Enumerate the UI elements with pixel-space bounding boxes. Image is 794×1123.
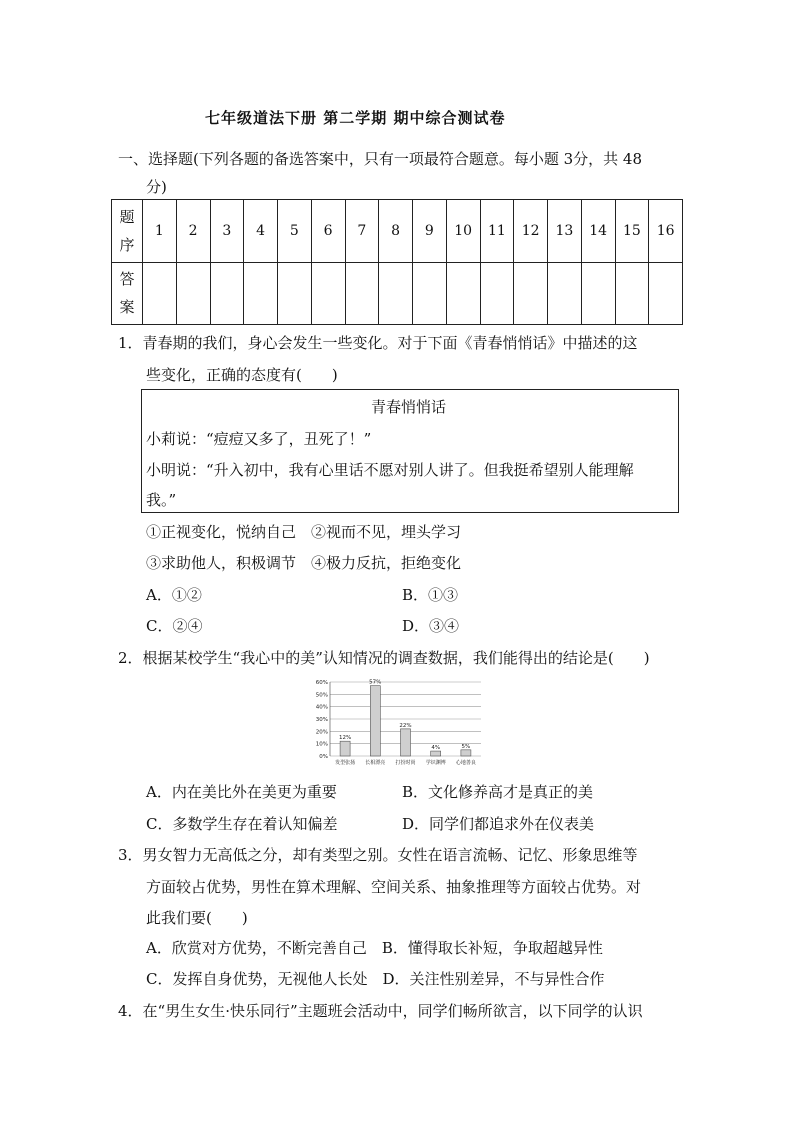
answer-cell[interactable]: [244, 262, 278, 325]
question-number-cell: 10: [446, 200, 480, 263]
q3-options-cd[interactable]: C．发挥自身优势，无视他人长处 D．关注性别差异，不与异性合作: [146, 970, 605, 988]
answer-table: [111, 199, 683, 325]
question-number-cell: 12: [514, 200, 548, 263]
answer-cell[interactable]: [480, 262, 514, 325]
answer-cell[interactable]: [446, 262, 480, 325]
answer-cell[interactable]: [311, 262, 345, 325]
x-category-label: 长相漂亮: [365, 760, 386, 766]
x-category-label: 打扮时尚: [395, 760, 416, 766]
answer-table-number-row: [112, 200, 683, 263]
q1-option-c[interactable]: C．②④: [146, 617, 203, 635]
question-number-cell: 3: [210, 200, 244, 263]
q2-option-b[interactable]: B．文化修养高才是真正的美: [402, 783, 594, 801]
answer-cell[interactable]: [278, 262, 312, 325]
bar-value-label: 57%: [369, 679, 382, 686]
q2-option-d[interactable]: D．同学们都追求外在仪表美: [402, 815, 595, 833]
y-tick-label: 10%: [315, 741, 328, 748]
q2-stem: 2．根据某校学生“我心中的美”认知情况的调查数据，我们能得出的结论是( ): [118, 649, 650, 667]
quote-line: 我。”: [146, 491, 177, 509]
answer-cell[interactable]: [615, 262, 649, 325]
answer-cell[interactable]: [143, 262, 177, 325]
x-category-label: 学识渊博: [425, 760, 446, 766]
quote-box-title: 青春悄悄话: [371, 398, 447, 416]
q3-options-ab[interactable]: A．欣赏对方优势，不断完善自己 B．懂得取长补短，争取超越异性: [146, 939, 603, 957]
question-number-cell: 13: [548, 200, 582, 263]
answer-cell[interactable]: [345, 262, 379, 325]
answer-row-label: 答 案: [112, 262, 143, 325]
number-row-label: 题 序: [112, 200, 143, 263]
question-number-cell: 5: [278, 200, 312, 263]
bar-value-label: 22%: [399, 722, 412, 729]
section-heading: 一、选择题(下列各题的备选答案中，只有一项最符合题意。每小题 3分，共 48: [118, 150, 643, 168]
q2-option-c[interactable]: C．多数学生存在着认知偏差: [146, 815, 338, 833]
answer-cell[interactable]: [413, 262, 447, 325]
answer-cell[interactable]: [548, 262, 582, 325]
y-tick-label: 50%: [315, 692, 328, 699]
answer-cell[interactable]: [581, 262, 615, 325]
y-tick-label: 60%: [315, 680, 328, 686]
answer-cell[interactable]: [379, 262, 413, 325]
question-number-cell: 6: [311, 200, 345, 263]
q1-option-a[interactable]: A．①②: [146, 586, 202, 604]
q2-option-a[interactable]: A．内在美比外在美更为重要: [146, 783, 337, 801]
bar: [401, 729, 411, 756]
answer-cell[interactable]: [176, 262, 210, 325]
y-tick-label: 20%: [315, 729, 328, 736]
section-heading-cont: 分): [146, 178, 167, 196]
q1-stem: 1．青春期的我们，身心会发生一些变化。对于下面《青春悄悄话》中描述的这: [118, 334, 638, 352]
q3-stem: 3．男女智力无高低之分，却有类型之别。女性在语言流畅、记忆、形象思维等: [118, 846, 638, 864]
question-number-cell: 4: [244, 200, 278, 263]
question-number-cell: 7: [345, 200, 379, 263]
bar-value-label: 12%: [338, 735, 352, 742]
answer-table-answer-row: [112, 262, 683, 325]
q1-statements: ①正视变化，悦纳自己 ②视而不见，埋头学习: [146, 523, 462, 541]
question-number-cell: 11: [480, 200, 514, 263]
y-tick-label: 30%: [315, 717, 328, 723]
question-number-cell: 1: [143, 200, 177, 263]
answer-cell[interactable]: [649, 262, 683, 325]
q1-statements: ③求助他人，积极调节 ④极力反抗，拒绝变化: [146, 554, 462, 572]
bar-value-label: 4%: [431, 745, 441, 752]
q1-stem-cont: 些变化，正确的态度有( ): [146, 366, 338, 384]
q1-option-b[interactable]: B．①③: [402, 586, 459, 604]
q3-stem-cont: 方面较占优势，男性在算术理解、空间关系、抽象推理等方面较占优势。对: [146, 878, 642, 896]
x-category-label: 发型张扬: [335, 760, 356, 766]
question-number-cell: 15: [615, 200, 649, 263]
question-number-cell: 14: [581, 200, 615, 263]
question-number-cell: 8: [379, 200, 413, 263]
bar: [431, 751, 441, 756]
answer-cell[interactable]: [210, 262, 244, 325]
x-category-label: 心地善良: [455, 760, 476, 766]
y-tick-label: 40%: [315, 704, 328, 711]
survey-bar-chart: [306, 676, 486, 772]
question-number-cell: 2: [176, 200, 210, 263]
question-number-cell: 16: [649, 200, 683, 263]
quote-line: 小莉说：“痘痘又多了，丑死了！”: [146, 430, 372, 448]
question-number-cell: 9: [413, 200, 447, 263]
answer-cell[interactable]: [514, 262, 548, 325]
q4-stem: 4．在“男生女生·快乐同行”主题班会活动中，同学们畅所欲言，以下同学的认识: [118, 1002, 643, 1020]
bar-value-label: 5%: [461, 743, 471, 750]
quote-line: 小明说：“升入初中，我有心里话不愿对别人讲了。但我挺希望别人能理解: [146, 461, 634, 479]
q1-option-d[interactable]: D．③④: [402, 617, 460, 635]
page-title: 七年级道法下册 第二学期 期中综合测试卷: [205, 109, 506, 127]
bar: [340, 741, 350, 756]
q3-stem-cont: 此我们要( ): [146, 909, 248, 927]
y-tick-label: 0%: [319, 754, 328, 760]
bar: [461, 750, 471, 756]
bar: [370, 686, 380, 756]
